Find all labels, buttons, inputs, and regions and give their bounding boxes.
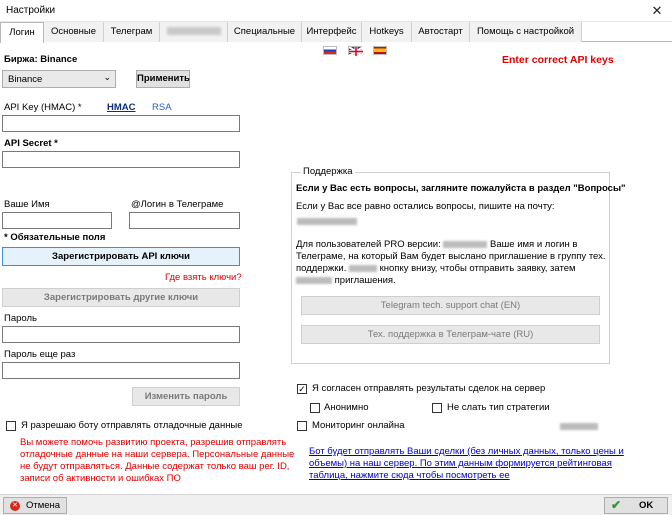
- support-pro-line1: [296, 239, 577, 250]
- password-label: Пароль: [4, 313, 37, 324]
- rating-link-line: таблица, нажмите сюда чтобы посмотреть ее: [309, 470, 510, 481]
- support-pro-line4: [296, 275, 396, 286]
- debug-note: [20, 437, 294, 485]
- agree-send-trades-label: Я согласен отправлять результаты сделок на сервер: [312, 383, 546, 394]
- tab-hotkeys[interactable]: Hotkeys: [362, 22, 412, 42]
- blurred-text: [560, 423, 598, 430]
- name-label: Ваше Имя: [4, 199, 50, 210]
- support-pro-line3: [296, 263, 576, 274]
- cancel-button[interactable]: [3, 497, 67, 514]
- register-api-keys-button[interactable]: Зарегистрировать API ключи: [2, 247, 240, 266]
- online-monitoring-checkbox[interactable]: [297, 421, 307, 431]
- blurred-tab-label: [167, 27, 221, 35]
- required-note: * Обязательные поля: [4, 232, 106, 243]
- blurred-text: [349, 265, 377, 272]
- api-secret-input[interactable]: [2, 151, 240, 168]
- uk-cross-icon: [349, 47, 363, 56]
- telegram-support-ru-button[interactable]: Тех. поддержка в Телеграм-чате (RU): [301, 325, 600, 344]
- debug-note-line: не будут отправляться. Данные содержат только ваш рег. ID,: [20, 461, 290, 472]
- support-pro-line4-text: приглашения.: [334, 275, 396, 286]
- rating-link-line: объемы) на наш сервер. По этим данным формируется рейтинговая: [309, 458, 612, 469]
- api-error-message: Enter correct API keys: [502, 54, 614, 66]
- debug-note-line: записи об активности и ошибках ПО: [20, 473, 181, 484]
- api-key-label: API Key (HMAC) *: [4, 102, 82, 113]
- password-again-label: Пароль еще раз: [4, 349, 76, 360]
- tab-interface[interactable]: Интерфейс: [302, 22, 362, 42]
- anonymous-checkbox[interactable]: [310, 403, 320, 413]
- support-pro-line1-a: Для пользователей PRO версии:: [296, 239, 441, 250]
- ok-button[interactable]: [604, 497, 668, 514]
- support-group-title: Поддержка: [303, 166, 353, 177]
- online-monitoring-label: Мониторинг онлайна: [312, 420, 405, 431]
- support-pro-line1-b: Ваше имя и логин в: [490, 239, 578, 250]
- blurred-email: [297, 218, 357, 225]
- hmac-option[interactable]: HMAC: [107, 102, 136, 113]
- support-pro-line3-a: поддержки.: [296, 263, 347, 274]
- rating-link-line: Бот будет отправлять Ваши сделки (без личных данных, только цены и: [309, 446, 624, 457]
- change-password-button[interactable]: Изменить пароль: [132, 387, 240, 406]
- flag-ru-icon[interactable]: [323, 46, 337, 55]
- close-icon[interactable]: ✕: [651, 3, 663, 18]
- tab-bar: [0, 22, 672, 42]
- apply-button[interactable]: Применить: [136, 70, 190, 88]
- exchange-label: Биржа: Binance: [4, 54, 78, 65]
- tab-hidden[interactable]: [160, 22, 228, 42]
- no-strategy-type-label: Не слать тип стратегии: [447, 402, 550, 413]
- telegram-login-label: @Логин в Телеграме: [131, 199, 224, 210]
- debug-note-line: отладочные данные на наши сервера. Персональные данные: [20, 449, 295, 460]
- title-bar: [0, 0, 672, 22]
- tab-special[interactable]: Специальные: [228, 22, 302, 42]
- window-title: Настройки: [6, 5, 56, 16]
- tab-telegram[interactable]: Телеграм: [104, 22, 160, 42]
- support-heading: Если у Вас есть вопросы, загляните пожалуйста в раздел "Вопросы": [296, 183, 626, 194]
- agree-send-trades-checkbox[interactable]: ✓: [298, 384, 306, 394]
- blurred-text: [296, 277, 332, 284]
- tab-main[interactable]: Основные: [44, 22, 104, 42]
- support-pro-line2: Телеграме, на который Вам будет выслано приглашение в группу тех.: [296, 251, 606, 262]
- ok-label: OK: [639, 500, 654, 511]
- register-other-keys-button[interactable]: Зарегистрировать другие ключи: [2, 288, 240, 307]
- cancel-label: Отмена: [26, 500, 61, 511]
- flag-uk-icon[interactable]: [348, 46, 362, 55]
- tab-autostart[interactable]: Автостарт: [412, 22, 470, 42]
- exchange-select-value: Binance: [8, 74, 43, 85]
- password-again-input[interactable]: [2, 362, 240, 379]
- where-get-keys-link[interactable]: Где взять ключи?: [165, 272, 242, 283]
- password-input[interactable]: [2, 326, 240, 343]
- api-key-input[interactable]: [2, 115, 240, 132]
- support-email-line: Если у Вас все равно остались вопросы, пишите на почту:: [296, 201, 555, 212]
- bottom-bar: [0, 494, 672, 515]
- flag-es-icon[interactable]: [373, 46, 387, 55]
- rsa-option[interactable]: RSA: [152, 102, 172, 113]
- rating-table-link[interactable]: [309, 446, 624, 482]
- tab-login[interactable]: Логин: [0, 22, 44, 43]
- support-pro-line3-b: кнопку внизу, чтобы отправить заявку, затем: [379, 263, 576, 274]
- telegram-support-en-button[interactable]: Telegram tech. support chat (EN): [301, 296, 600, 315]
- chevron-down-icon: ⌄: [103, 72, 111, 82]
- debug-data-checkbox[interactable]: [6, 421, 16, 431]
- name-input[interactable]: [2, 212, 112, 229]
- check-icon: ✔: [611, 498, 622, 512]
- exchange-select[interactable]: [2, 70, 116, 88]
- debug-data-label: Я разрешаю боту отправлять отладочные данные: [21, 420, 243, 431]
- blurred-text: [443, 241, 487, 248]
- telegram-login-input[interactable]: [129, 212, 240, 229]
- no-strategy-type-checkbox[interactable]: [432, 403, 442, 413]
- cancel-icon: ✕: [10, 501, 20, 511]
- api-secret-label: API Secret *: [4, 138, 58, 149]
- tab-setup-help[interactable]: Помощь с настройкой: [470, 22, 582, 42]
- anonymous-label: Анонимно: [324, 402, 369, 413]
- debug-note-line: Вы можете помочь развитию проекта, разрешив отправлять: [20, 437, 287, 448]
